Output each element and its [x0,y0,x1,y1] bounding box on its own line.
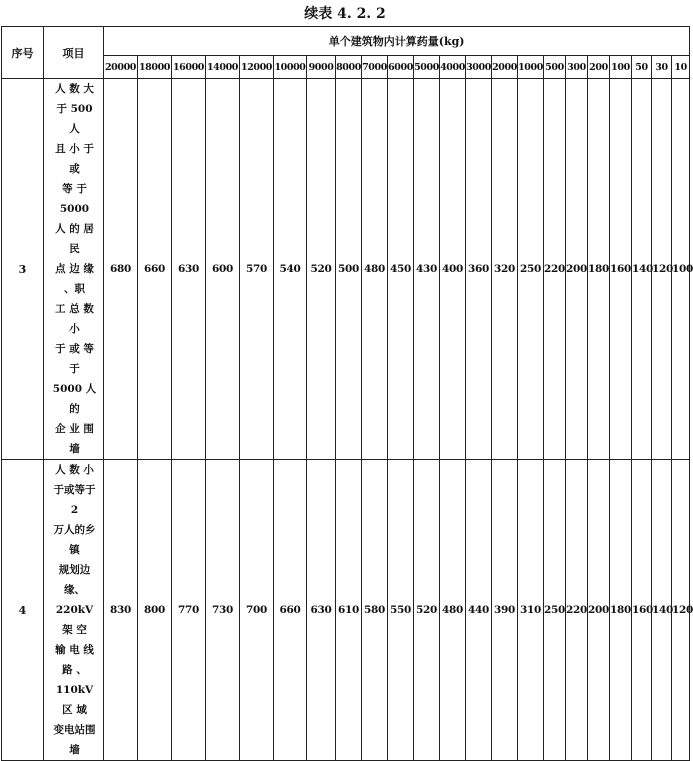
quantity-header-cell: 6000 [388,56,414,79]
quantity-header-cell: 300 [566,56,588,79]
item-line: 万人的乡镇 [53,524,96,556]
distance-value-cell: 390 [492,460,518,761]
distance-value-cell: 600 [206,79,240,460]
quantity-header-row [2,56,690,79]
table-row [2,460,690,761]
item-line: 等 于 5000 [59,183,90,215]
item-line: 人 的 居 民 [55,223,94,255]
distance-value-cell: 250 [518,79,544,460]
quantity-header-cell: 2000 [492,56,518,79]
quantity-header-cell: 7000 [362,56,388,79]
distance-value-cell: 680 [104,79,138,460]
distance-value-cell: 800 [138,460,172,761]
distance-value-cell: 480 [362,79,388,460]
item-line: 220kV 架 空 [55,604,94,636]
distance-value-cell: 120 [652,79,672,460]
distance-table [1,26,693,761]
distance-value-cell: 200 [566,79,588,460]
distance-value-cell: 610 [336,460,362,761]
distance-value-cell: 660 [138,79,172,460]
distance-value-cell: 630 [172,79,206,460]
item-line: 人 数 大 [55,83,94,95]
distance-value-cell: 500 [336,79,362,460]
row-number: 3 [2,79,44,460]
distance-value-cell: 520 [414,460,440,761]
item-line: 人 数 小 [55,464,94,476]
distance-value-cell: 700 [240,460,274,761]
quantity-header-cell: 20000 [104,56,138,79]
distance-value-cell: 540 [274,79,307,460]
quantity-header-cell: 10000 [274,56,307,79]
distance-value-cell: 480 [440,460,466,761]
distance-value-cell: 120 [672,460,690,761]
row-item-description [44,460,104,761]
quantity-header-cell: 12000 [240,56,274,79]
item-line: 企 业 围 墙 [55,423,94,455]
row-number: 4 [2,460,44,761]
quantity-header-cell: 9000 [307,56,336,79]
distance-value-cell: 440 [466,460,492,761]
quantity-header-cell: 3000 [466,56,492,79]
quantity-header-cell: 4000 [440,56,466,79]
item-line: 110kV 区 域 [55,684,94,716]
item-line: 变电站围墙 [53,724,96,756]
distance-value-cell: 160 [632,460,652,761]
distance-value-cell: 550 [388,460,414,761]
distance-value-cell: 430 [414,79,440,460]
header-amount: 单个建筑物内计算药量(kg) [104,27,690,56]
distance-value-cell: 830 [104,460,138,761]
distance-value-cell: 140 [652,460,672,761]
distance-value-cell: 200 [588,460,610,761]
item-line: 规划边缘、 [58,564,91,596]
distance-value-cell: 100 [672,79,690,460]
header-serial: 序号 [2,27,44,79]
distance-value-cell: 570 [240,79,274,460]
distance-value-cell: 180 [610,460,632,761]
distance-value-cell: 450 [388,79,414,460]
quantity-header-cell: 200 [588,56,610,79]
quantity-header-cell: 100 [610,56,632,79]
distance-value-cell: 220 [566,460,588,761]
item-line: 输 电 线 路 、 [55,644,94,676]
distance-value-cell: 580 [362,460,388,761]
table-caption: 续表 4. 2. 2 [304,6,386,22]
distance-value-cell: 310 [518,460,544,761]
distance-value-cell: 140 [632,79,652,460]
distance-value-cell: 160 [610,79,632,460]
row-item-description [44,79,104,460]
quantity-header-cell: 10 [672,56,690,79]
distance-value-cell: 770 [172,460,206,761]
quantity-header-cell: 50 [632,56,652,79]
item-line: 于 或 等 于 [55,343,94,375]
quantity-header-cell: 500 [544,56,566,79]
quantity-header-cell: 14000 [206,56,240,79]
distance-value-cell: 730 [206,460,240,761]
item-line: 工 总 数 小 [55,303,94,335]
quantity-header-cell: 1000 [518,56,544,79]
distance-value-cell: 630 [307,460,336,761]
item-line: 且 小 于 或 [55,143,94,175]
distance-value-cell: 180 [588,79,610,460]
item-line: 于 500 人 [56,103,93,135]
item-line: 于或等于 2 [53,484,96,516]
table-row [2,79,690,460]
distance-value-cell: 320 [492,79,518,460]
distance-value-cell: 660 [274,460,307,761]
distance-value-cell: 360 [466,79,492,460]
quantity-header-cell: 8000 [336,56,362,79]
quantity-header-cell: 18000 [138,56,172,79]
item-line: 5000 人 的 [52,383,97,415]
distance-value-cell: 220 [544,79,566,460]
quantity-header-cell: 5000 [414,56,440,79]
distance-value-cell: 250 [544,460,566,761]
quantity-header-cell: 16000 [172,56,206,79]
item-line: 点 边 缘 、职 [55,263,94,295]
distance-value-cell: 520 [307,79,336,460]
quantity-header-cell: 30 [652,56,672,79]
distance-value-cell: 400 [440,79,466,460]
header-item: 项目 [44,27,104,79]
